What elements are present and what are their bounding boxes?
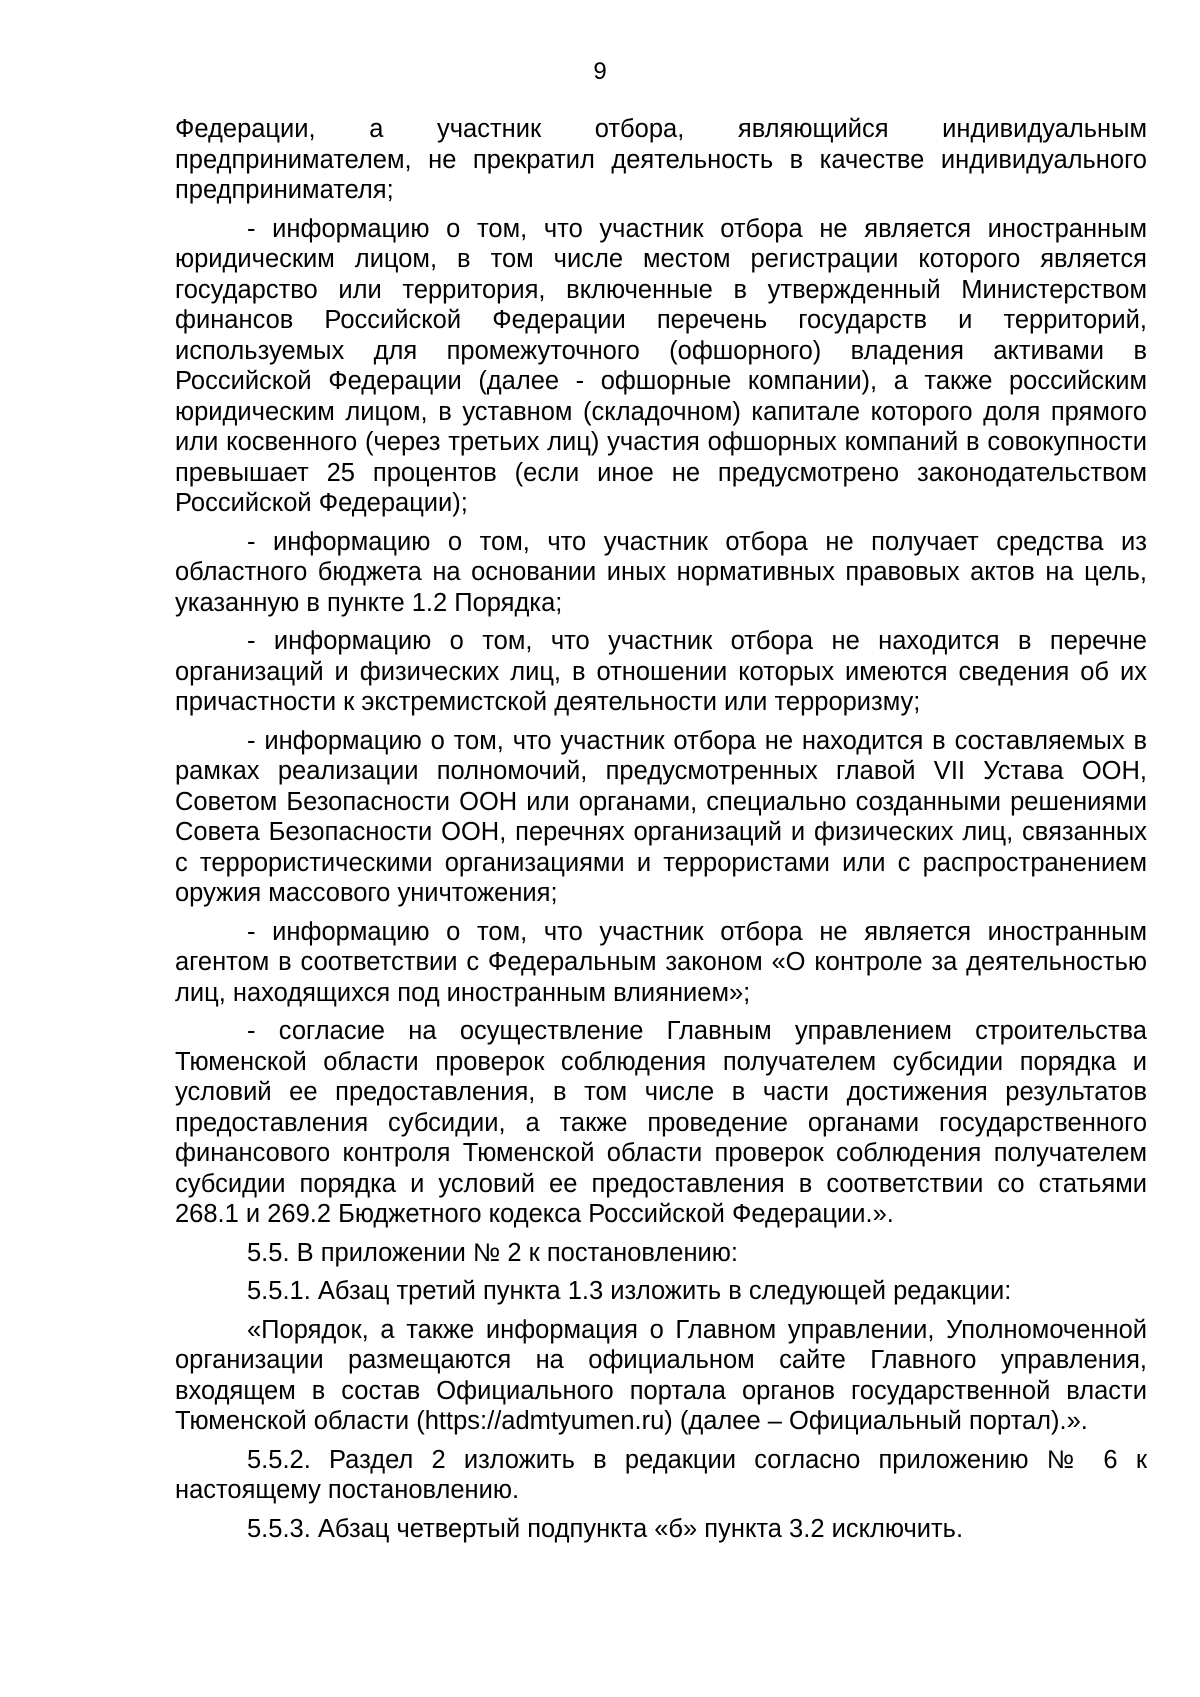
paragraph-offshore-info: - информацию о том, что участник отбора не является иностранным юридическим лицом, в том числе местом регистрации которого является государство или территория, включенные в утвержденный Министерством финансов Российской Федерации перечень государств и территорий, используемых для промежуточного (офшорного) владения активами в Российской Федерации (далее - офшорные компании), а также российским юридическим лицом, в уставном (складочном) капитале которого доля прямого или косвенного (через третьих лиц) участия офшорных компаний в совокупности превышает 25 процентов (если иное не предусмотрено законодательством Российской Федерации); xyxy=(175,214,1147,517)
page-number: 9 xyxy=(593,58,607,85)
paragraph-5-5: 5.5. В приложении № 2 к постановлению: xyxy=(247,1238,738,1267)
paragraph-un-sanctions-info: - информацию о том, что участник отбора не находится в составляемых в рамках реализации полномочий, предусмотренных главой VII Устава ООН, Советом Безопасности ООН или органами, специально созданными решениями Совета Безопасности ООН, перечнях организаций и физических лиц, связанных с террористическими организациями и террористами или с распространением оружия массового уничтожения; xyxy=(175,726,1147,907)
paragraph-inspection-consent: - согласие на осуществление Главным управлением строительства Тюменской области проверок соблюдения получателем субсидии порядка и условий ее предоставления, в том числе в части достижения результатов предоставления субсидии, а также проведение органами государственного финансового контроля Тюменской области проверок соблюдения получателем субсидии порядка и условий ее предоставления в соответствии со статьями 268.1 и 269.2 Бюджетного кодекса Российской Федерации.». xyxy=(175,1017,1147,1228)
paragraph-regional-budget-info: - информацию о том, что участник отбора не получает средства из областного бюджета на основании иных нормативных правовых актов на цель, указанную в пункте 1.2 Порядка; xyxy=(175,527,1147,617)
paragraph-5-5-2: 5.5.2. Раздел 2 изложить в редакции согласно приложению № 6 к настоящему постановлению. xyxy=(175,1445,1147,1504)
paragraph-quoted-amendment: «Порядок, а также информация о Главном управлении, Уполномоченной организации размещаются на официальном сайте Главного управления, входящем в состав Официального портала органов государственной власти Тюменской области (https://admtyumen.ru) (далее – Официальный портал).». xyxy=(175,1315,1147,1435)
paragraph-5-5-3: 5.5.3. Абзац четвертый подпункта «б» пункта 3.2 исключить. xyxy=(247,1514,964,1543)
paragraph-extremism-list-info: - информацию о том, что участник отбора не находится в перечне организаций и физических лиц, в отношении которых имеются сведения об их причастности к экстремистской деятельности или терроризму; xyxy=(175,627,1147,716)
paragraph-5-5-1: 5.5.1. Абзац третий пункта 1.3 изложить в следующей редакции: xyxy=(247,1277,1012,1305)
paragraph-continuation: Федерации, а участник отбора, являющийся индивидуальным предпринимателем, не прекратил деятельность в качестве индивидуального предпринимателя; xyxy=(175,115,1147,204)
document-body xyxy=(175,114,1147,1552)
paragraph-foreign-agent-info: - информацию о том, что участник отбора не является иностранным агентом в соответствии с Федеральным законом «О контроле за деятельностью лиц, находящихся под иностранным влиянием»; xyxy=(175,917,1147,1007)
